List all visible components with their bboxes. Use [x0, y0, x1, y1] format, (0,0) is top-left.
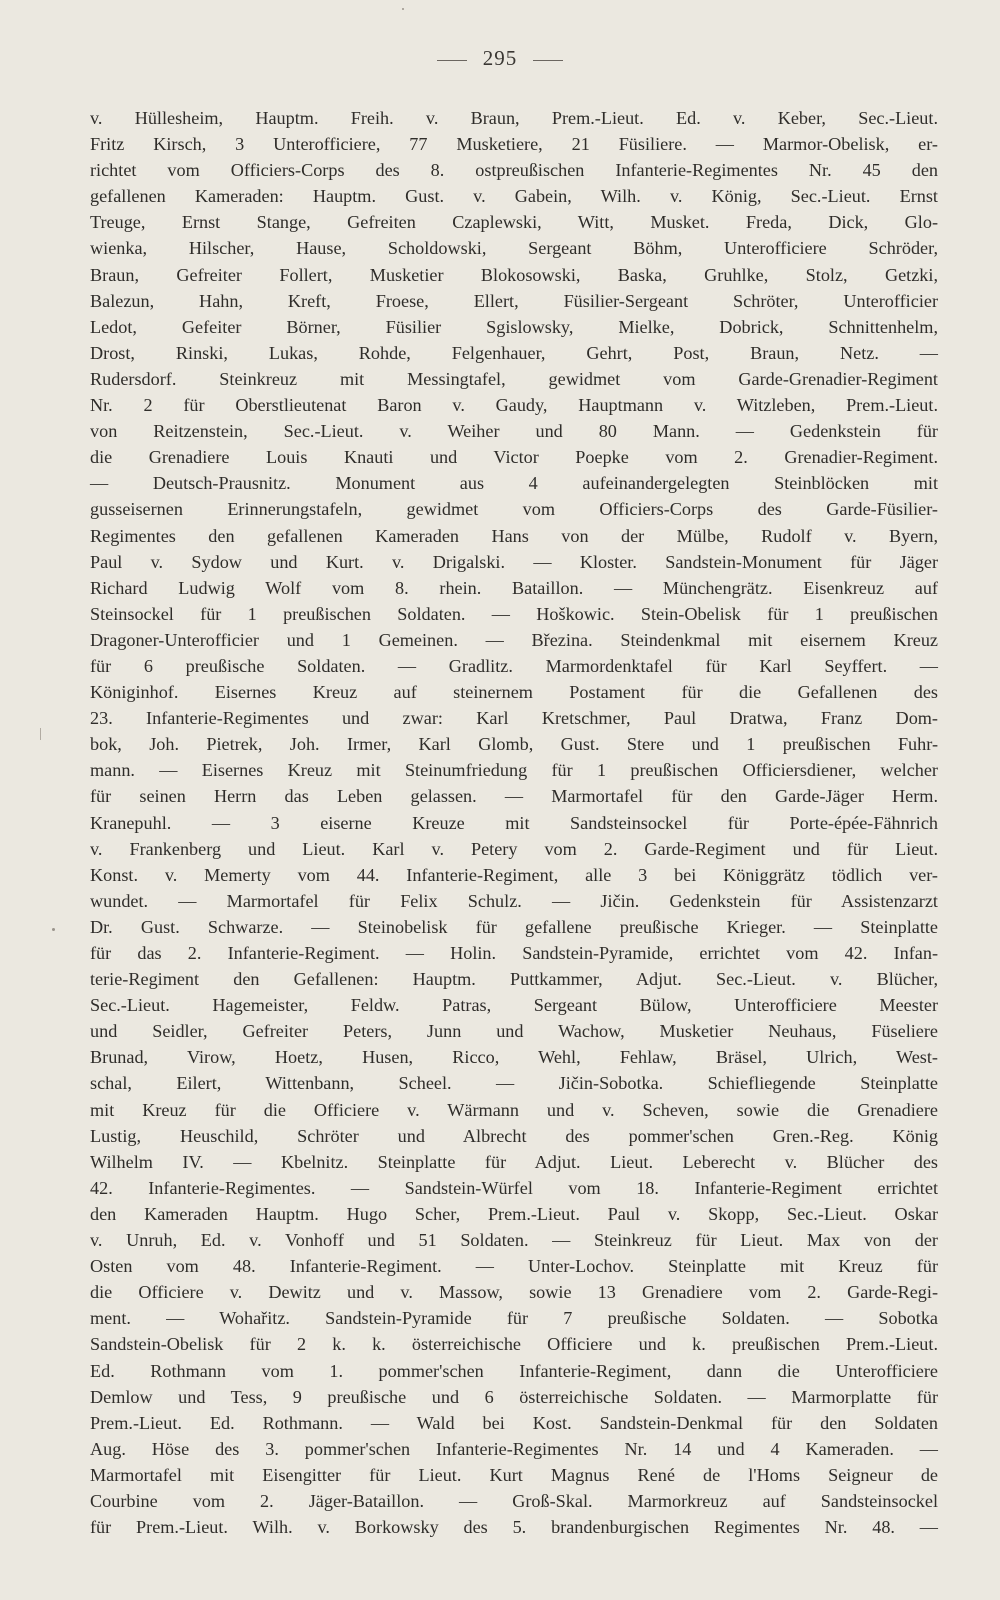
text-line: gefallenen Kameraden: Hauptm. Gust. v. Gabein, Wilh. v. König, Sec.-Lieut. Ernst — [90, 186, 938, 207]
text-line: 42. Infanterie-Regimentes. — Sandstein-Würfel vom 18. Infanterie-Regiment errichtet — [90, 1177, 938, 1198]
text-line: Marmortafel mit Eisengitter für Lieut. Kurt Magnus René de l'Homs Seigneur de — [90, 1464, 938, 1485]
text-line: v. Frankenberg und Lieut. Karl v. Petery vom 2. Garde-Regiment und für Lieut. — [90, 838, 938, 859]
text-line: Ed. Rothmann vom 1. pommer'schen Infanterie-Regiment, dann die Unterofficiere — [90, 1360, 938, 1381]
text-line: für Prem.-Lieut. Wilh. v. Borkowsky des 5. brandenburgischen Regimentes Nr. 48. — — [90, 1517, 938, 1538]
text-line: Aug. Höse des 3. pommer'schen Infanterie-Regimentes Nr. 14 und 4 Kameraden. — — [90, 1438, 938, 1459]
text-line: Courbine vom 2. Jäger-Bataillon. — Groß-Skal. Marmorkreuz auf Sandsteinsockel — [90, 1490, 938, 1511]
margin-mark — [40, 728, 41, 740]
text-line: Steinsockel für 1 preußischen Soldaten. — Hoškowic. Stein-Obelisk für 1 preußischen — [90, 603, 938, 624]
text-line: und Seidler, Gefreiter Peters, Junn und Wachow, Musketier Neuhaus, Füseliere — [90, 1021, 938, 1042]
text-line: die Officiere v. Dewitz und v. Massow, sowie 13 Grenadiere vom 2. Garde-Regi- — [90, 1282, 938, 1303]
text-line: Sandstein-Obelisk für 2 k. k. österreichische Officiere und k. preußischen Prem.-Lieut. — [90, 1334, 938, 1355]
text-line: für seinen Herrn das Leben gelassen. — Marmortafel für den Garde-Jäger Herm. — [90, 786, 938, 807]
body-text — [90, 105, 938, 1540]
page-number: 295 — [482, 46, 518, 70]
text-line: Drost, Rinski, Lukas, Rohde, Felgenhauer, Gehrt, Post, Braun, Netz. — — [90, 342, 938, 363]
text-line: richtet vom Officiers-Corps des 8. ostpreußischen Infanterie-Regimentes Nr. 45 den — [90, 160, 938, 181]
text-line: Nr. 2 für Oberstlieutenat Baron v. Gaudy, Hauptmann v. Witzleben, Prem.-Lieut. — [90, 395, 938, 416]
text-line: Treuge, Ernst Stange, Gefreiten Czaplewski, Witt, Musket. Freda, Dick, Glo- — [90, 212, 938, 233]
text-line: Kranepuhl. — 3 eiserne Kreuze mit Sandsteinsockel für Porte-épée-Fähnrich — [90, 812, 938, 833]
text-line: Braun, Gefreiter Follert, Musketier Blokosowski, Baska, Gruhlke, Stolz, Getzki, — [90, 264, 938, 285]
text-line: v. Unruh, Ed. v. Vonhoff und 51 Soldaten. — Steinkreuz für Lieut. Max von der — [90, 1230, 938, 1251]
text-line: Osten vom 48. Infanterie-Regiment. — Unter-Lochov. Steinplatte mit Kreuz für — [90, 1256, 938, 1277]
right-dash — [533, 60, 563, 61]
text-line: Demlow und Tess, 9 preußische und 6 österreichische Soldaten. — Marmorplatte für — [90, 1386, 938, 1407]
paper-speck — [52, 928, 55, 931]
text-line: für 6 preußische Soldaten. — Gradlitz. Marmordenktafel für Karl Seyffert. — — [90, 655, 938, 676]
paper-speck — [402, 8, 404, 10]
text-line: bok, Joh. Pietrek, Joh. Irmer, Karl Glomb, Gust. Stere und 1 preußischen Fuhr- — [90, 734, 938, 755]
text-line: Balezun, Hahn, Kreft, Froese, Ellert, Füsilier-Sergeant Schröter, Unterofficier — [90, 290, 938, 311]
text-line: Paul v. Sydow und Kurt. v. Drigalski. — Kloster. Sandstein-Monument für Jäger — [90, 551, 938, 572]
text-line: mit Kreuz für die Officiere v. Wärmann und v. Scheven, sowie die Grenadiere — [90, 1099, 938, 1120]
text-line: Konst. v. Memerty vom 44. Infanterie-Regiment, alle 3 bei Königgrätz tödlich ver- — [90, 864, 938, 885]
text-line: Wilhelm IV. — Kbelnitz. Steinplatte für Adjut. Lieut. Leberecht v. Blücher des — [90, 1151, 938, 1172]
text-line: ment. — Wohařitz. Sandstein-Pyramide für 7 preußische Soldaten. — Sobotka — [90, 1308, 938, 1329]
text-line: von Reitzenstein, Sec.-Lieut. v. Weiher und 80 Mann. — Gedenkstein für — [90, 421, 938, 442]
text-line: Dr. Gust. Schwarze. — Steinobelisk für gefallene preußische Krieger. — Steinplatte — [90, 916, 938, 937]
text-line: v. Hüllesheim, Hauptm. Freih. v. Braun, Prem.-Lieut. Ed. v. Keber, Sec.-Lieut. — [90, 108, 938, 128]
text-line: wundet. — Marmortafel für Felix Schulz. — Jičin. Gedenkstein für Assistenzarzt — [90, 890, 938, 911]
text-line: Brunad, Virow, Hoetz, Husen, Ricco, Wehl, Fehlaw, Bräsel, Ulrich, West- — [90, 1047, 938, 1068]
text-line: Lustig, Heuschild, Schröter und Albrecht des pommer'schen Gren.-Reg. König — [90, 1125, 938, 1146]
left-dash — [437, 60, 467, 61]
text-line: Rudersdorf. Steinkreuz mit Messingtafel, gewidmet vom Garde-Grenadier-Regiment — [90, 368, 938, 389]
page-number-header — [0, 46, 1000, 71]
text-line: Regimentes den gefallenen Kameraden Hans von der Mülbe, Rudolf v. Byern, — [90, 525, 938, 546]
text-line: terie-Regiment den Gefallenen: Hauptm. Puttkammer, Adjut. Sec.-Lieut. v. Blücher, — [90, 969, 938, 990]
text-line: schal, Eilert, Wittenbann, Scheel. — Jičin-Sobotka. Schiefliegende Steinplatte — [90, 1073, 938, 1094]
text-line: Sec.-Lieut. Hagemeister, Feldw. Patras, Sergeant Bülow, Unterofficiere Meester — [90, 995, 938, 1016]
text-line: Ledot, Gefeiter Börner, Füsilier Sgislowsky, Mielke, Dobrick, Schnittenhelm, — [90, 316, 938, 337]
text-line: die Grenadiere Louis Knauti und Victor Poepke vom 2. Grenadier-Regiment. — [90, 447, 938, 468]
text-line: Fritz Kirsch, 3 Unterofficiere, 77 Musketiere, 21 Füsiliere. — Marmor-Obelisk, er- — [90, 134, 938, 155]
text-line: gusseisernen Erinnerungstafeln, gewidmet vom Officiers-Corps des Garde-Füsilier- — [90, 499, 938, 520]
text-line: Königinhof. Eisernes Kreuz auf steinernem Postament für die Gefallenen des — [90, 682, 938, 703]
text-line: den Kameraden Hauptm. Hugo Scher, Prem.-Lieut. Paul v. Skopp, Sec.-Lieut. Oskar — [90, 1203, 938, 1224]
text-line: für das 2. Infanterie-Regiment. — Holin. Sandstein-Pyramide, errichtet vom 42. Infan- — [90, 943, 938, 963]
text-line: Dragoner-Unterofficier und 1 Gemeinen. — Březina. Steindenkmal mit eisernem Kreuz — [90, 629, 938, 650]
text-line: mann. — Eisernes Kreuz mit Steinumfriedung für 1 preußischen Officiersdiener, welcher — [90, 760, 938, 781]
text-line: wienka, Hilscher, Hause, Scholdowski, Sergeant Böhm, Unterofficiere Schröder, — [90, 238, 938, 259]
text-line: 23. Infanterie-Regimentes und zwar: Karl Kretschmer, Paul Dratwa, Franz Dom- — [90, 708, 938, 729]
text-line: Prem.-Lieut. Ed. Rothmann. — Wald bei Kost. Sandstein-Denkmal für den Soldaten — [90, 1412, 938, 1433]
text-line: — Deutsch-Prausnitz. Monument aus 4 aufeinandergelegten Steinblöcken mit — [90, 473, 938, 494]
text-line: Richard Ludwig Wolf vom 8. rhein. Bataillon. — Münchengrätz. Eisenkreuz auf — [90, 577, 938, 598]
